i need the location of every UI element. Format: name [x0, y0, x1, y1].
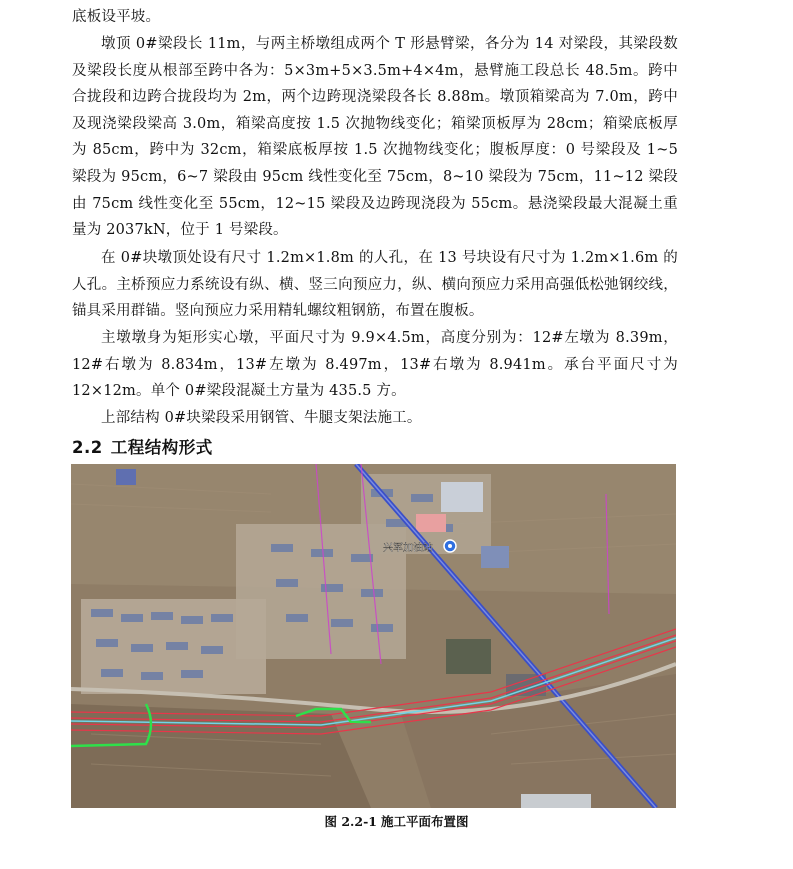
- paragraph-0: 底板设平坡。: [72, 9, 161, 25]
- figure-caption: [0, 812, 793, 830]
- poi-label: 兴军加油站: [383, 543, 433, 554]
- section-heading: [72, 434, 213, 458]
- section-title: 工程结构形式: [110, 438, 213, 457]
- paragraph-1: 墩顶 0#梁段长 11m，与两主桥墩组成两个 T 形悬臂梁，各分为 14 对梁段，其梁段数及梁段长度从根部至跨中各为：5×3m+5×3.5m+4×4m，悬臂施工段总长 48.5m。跨中合拢段和边跨合拢段均为 2m，两个边跨现浇梁段各长 8.88m。墩顶箱梁高为 7.0m，跨中及现浇梁段梁高 3.0m，箱梁高度按 1.5 次抛物线变化；箱梁顶板厚为 28cm；箱梁底板厚为 85cm，跨中为 32cm，箱梁底板厚按 1.5 次抛物线变化；腹板厚度：0 号梁段及 1~5 梁段为 95cm，6~7 梁段由 95cm 线性变化至 75cm，8~10 梁段为 75cm，11~12 梁段由 75cm 线性变化至 55cm，12~15 梁段及边跨现浇段为 55cm。悬浇梁段最大混凝土重量为 2037kN，位于 1 号梁段。: [72, 36, 678, 239]
- satellite-image: [71, 464, 676, 808]
- figure-number: 图 2.2-1: [324, 814, 377, 829]
- paragraph-2: 在 0#块墩顶处设有尺寸 1.2m×1.8m 的人孔，在 13 号块设有尺寸为 1.2m×1.6m 的人孔。主桥预应力系统设有纵、横、竖三向预应力，纵、横向预应力采用高强低松弛钢绞线，锚具采用群锚。竖向预应力采用精轧螺纹粗钢筋，布置在腹板。: [72, 250, 678, 320]
- paragraph-4: 上部结构 0#块梁段采用钢管、牛腿支架法施工。: [101, 410, 422, 426]
- construction-site-map: [71, 464, 676, 808]
- figure-title: 施工平面布置图: [380, 814, 469, 829]
- section-number: 2.2: [72, 438, 103, 457]
- paragraph-3: 主墩墩身为矩形实心墩，平面尺寸为 9.9×4.5m，高度分别为：12#左墩为 8.39m，12#右墩为 8.834m，13#左墩为 8.497m，13#右墩为 8.941m。承台平面尺寸为 12×12m。单个 0#梁段混凝土方量为 435.5 方。: [72, 330, 678, 400]
